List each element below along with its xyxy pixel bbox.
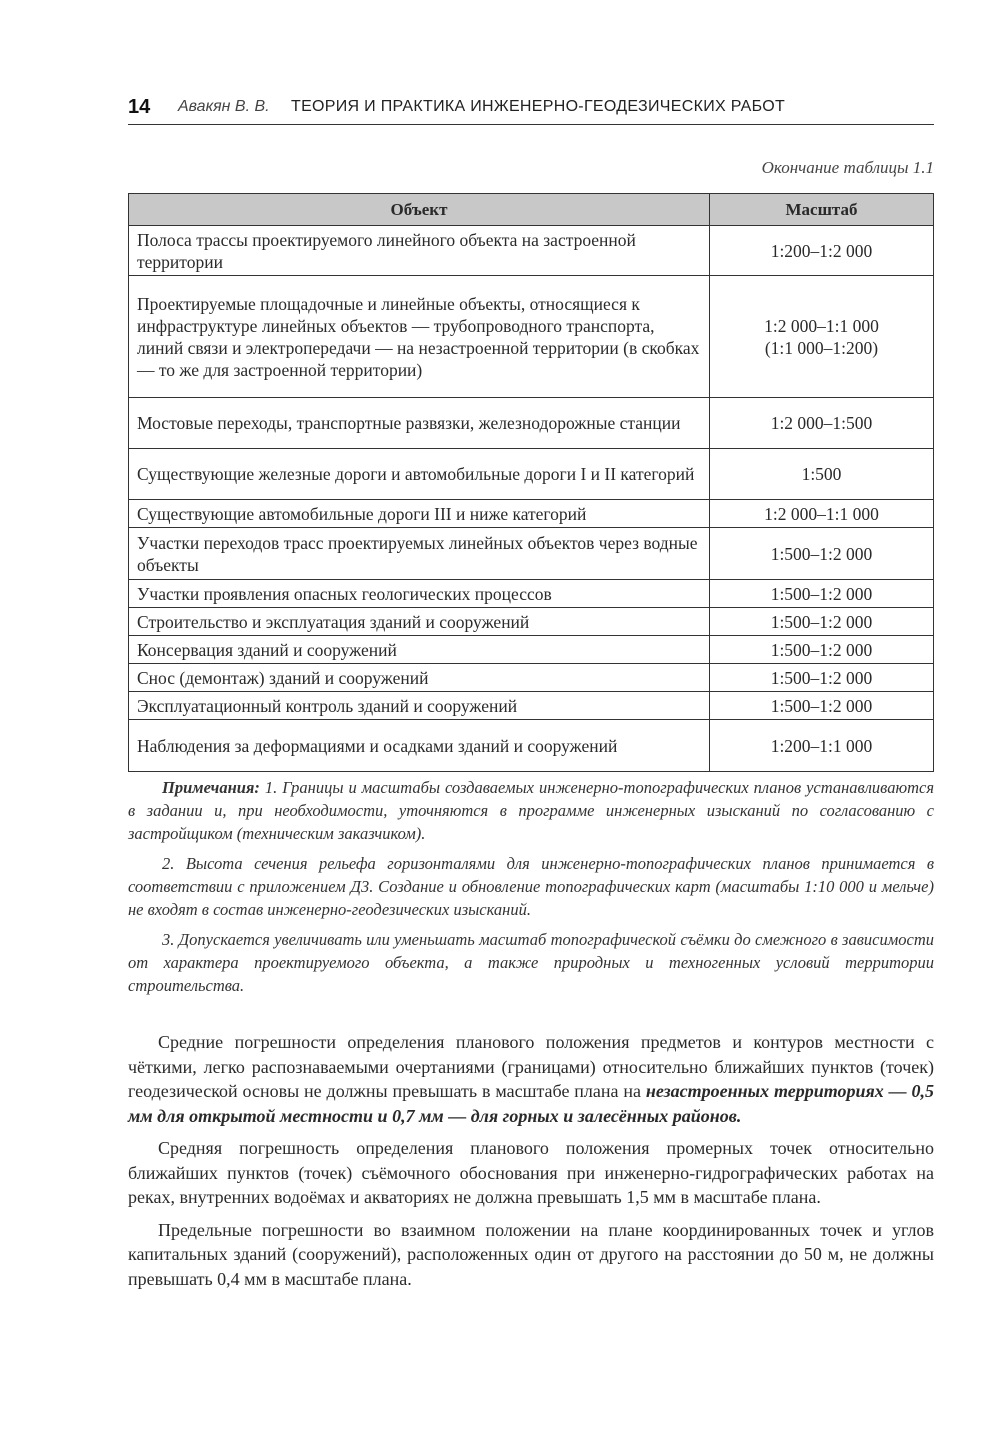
page-number: 14 [128, 96, 151, 118]
object-cell: Проектируемые площадочные и линейные объекты, относящиеся к инфраструктуре линейных объектов — трубопроводного транспорта, линий связи и электропередачи — на незастроенной территории (в скобках — то же для застроенной территории) [129, 276, 710, 398]
object-cell: Существующие автомобильные дороги III и ниже категорий [129, 500, 710, 528]
table-row [129, 692, 934, 720]
object-cell: Снос (демонтаж) зданий и сооружений [129, 664, 710, 692]
object-cell: Строительство и эксплуатация зданий и сооружений [129, 608, 710, 636]
object-cell: Эксплуатационный контроль зданий и сооружений [129, 692, 710, 720]
scale-value: 1:2 000–1:1 000 [764, 315, 879, 336]
scale-cell: 1:500–1:2 000 [710, 608, 934, 636]
table-row [129, 720, 934, 772]
scale-cell: 1:500–1:2 000 [710, 692, 934, 720]
column-header-scale: Масштаб [710, 194, 934, 226]
object-cell: Консервация зданий и сооружений [129, 636, 710, 664]
scale-table [128, 193, 934, 772]
notes-label: Примечания: [162, 778, 260, 797]
body-text [128, 1030, 934, 1299]
object-cell: Участки проявления опасных геологических процессов [129, 580, 710, 608]
table-caption: Окончание таблицы 1.1 [761, 158, 934, 177]
table-row [129, 276, 934, 398]
paragraph-1-emphasis: незастроенных территориях — 0,5 мм для открытой местности и 0,7 мм — для горных и залесённых районов. [128, 1081, 934, 1126]
table-notes [128, 776, 934, 1004]
object-cell: Мостовые переходы, транспортные развязки, железнодорожные станции [129, 398, 710, 449]
scale-cell: 1:200–1:2 000 [710, 226, 934, 276]
column-header-object: Объект [129, 194, 710, 226]
running-header [128, 96, 934, 125]
running-header-author: Авакян В. В. [178, 98, 270, 115]
table-row [129, 398, 934, 449]
object-cell: Полоса трассы проектируемого линейного объекта на застроенной территории [129, 226, 710, 276]
table-row [129, 608, 934, 636]
scale-cell: 1:2 000–1:1 000 [710, 500, 934, 528]
note-2: 2. Высота сечения рельефа горизонталями для инженерно-топографических планов принимается в соответствии с приложением Д3. Создание и обновление топографических карт (масштабы 1:10 000 и мельче) не входят в состав инженерно-геодезических изысканий. [128, 854, 934, 919]
table-row [129, 636, 934, 664]
scale-cell: 1:2 000–1:500 [710, 398, 934, 449]
table-row [129, 580, 934, 608]
object-cell: Существующие железные дороги и автомобильные дороги I и II категорий [129, 449, 710, 500]
object-cell: Наблюдения за деформациями и осадками зданий и сооружений [129, 720, 710, 772]
scale-value-builtup: (1:1 000–1:200) [764, 337, 879, 358]
scale-cell [710, 276, 934, 398]
paragraph-2: Средняя погрешность определения планового положения промерных точек относительно ближайших пунктов (точек) съёмочного обоснования при инженерно-гидрографических работах на реках, внутренних водоёмах и акваториях не должна превышать 1,5 мм в масштабе плана. [128, 1138, 934, 1207]
scale-cell: 1:500–1:2 000 [710, 580, 934, 608]
scale-cell: 1:500–1:2 000 [710, 664, 934, 692]
scale-cell: 1:500–1:2 000 [710, 636, 934, 664]
table-header-row [129, 194, 934, 226]
paragraph-1-text: Средние погрешности определения планового положения предметов и контуров местности с чёткими, легко распознаваемыми очертаниями (границами) относительно ближайших пунктов (точек) геодезической основы не должны превышать в масштабе плана на [128, 1032, 934, 1101]
paragraph-1 [128, 1030, 934, 1128]
table-row [129, 664, 934, 692]
note-3: 3. Допускается увеличивать или уменьшать масштаб топографической съёмки до смежного в зависимости от характера проектируемого объекта, а также природных и техногенных условий территории строительства. [128, 930, 934, 995]
table-row [129, 500, 934, 528]
note-1 [128, 776, 934, 845]
table-row [129, 226, 934, 276]
table-row [129, 528, 934, 580]
running-header-title: ТЕОРИЯ И ПРАКТИКА ИНЖЕНЕРНО-ГЕОДЕЗИЧЕСКИХ РАБОТ [291, 98, 786, 115]
object-cell: Участки переходов трасс проектируемых линейных объектов через водные объекты [129, 528, 710, 580]
note-text: 1. Границы и масштабы создаваемых инженерно-топографических планов устанавливаются в задании и, при необходимости, уточняются в программе инженерных изысканий по согласованию с застройщиком (техническим заказчиком). [128, 778, 934, 843]
paragraph-3: Предельные погрешности во взаимном положении на плане координированных точек и углов капитальных зданий (сооружений), расположенных один от другого на расстоянии до 50 м, не должны превышать 0,4 мм в масштабе плана. [128, 1219, 934, 1289]
scale-cell: 1:200–1:1 000 [710, 720, 934, 772]
scale-cell: 1:500 [710, 449, 934, 500]
scale-cell: 1:500–1:2 000 [710, 528, 934, 580]
table-row [129, 449, 934, 500]
